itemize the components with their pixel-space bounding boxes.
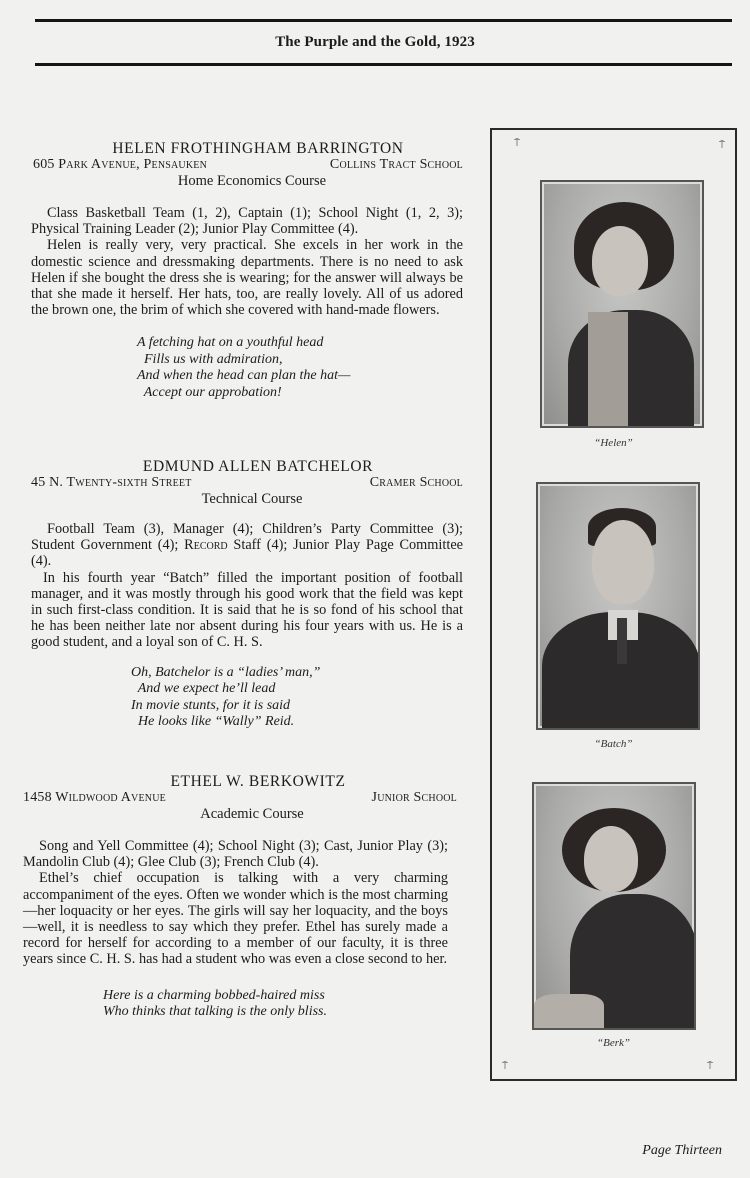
- corner-ornament-icon: ⍑: [514, 138, 520, 149]
- portrait-tie: [617, 618, 627, 664]
- student-entry-barrington: [31, 140, 463, 401]
- poem-line: In movie stunts, for it is said: [131, 697, 291, 713]
- student-bio: In his fourth year “Batch” filled the important position of football manager, and it was mostly through his good work that the field was kept in such first-class condition. It is said that he is so fond of his school that he has been neither late nor absent during his four years with us. He is a good student, and a loyal son of C. H. S.: [31, 569, 463, 651]
- poem-line: Fills us with admiration,: [137, 351, 283, 367]
- student-poem: [137, 335, 463, 401]
- student-poem: [131, 665, 463, 731]
- poem-line: He looks like “Wally” Reid.: [131, 714, 295, 730]
- student-course: Technical Course: [201, 491, 303, 507]
- student-activities: [31, 521, 463, 570]
- activities-text: Staff (4); Junior Play Page Committee (4).: [31, 537, 464, 570]
- student-school: Junior School: [371, 790, 457, 805]
- header-rule-top: [35, 19, 732, 22]
- address-row: [23, 790, 463, 806]
- student-activities: Class Basketball Team (1, 2), Captain (1); School Night (1, 2, 3); Physical Training Leader (2); Junior Play Committee (4).: [31, 205, 463, 238]
- student-address: 45 N. Twenty-sixth Street: [31, 475, 192, 490]
- student-course: Academic Course: [200, 806, 304, 822]
- photo-caption: “Berk”: [597, 1037, 630, 1049]
- portrait-photo-helen: [540, 180, 704, 428]
- poem-line: Accept our approbation!: [137, 384, 282, 400]
- student-bio: Helen is really very, very practical. She excels in her work in the domestic science and dressmaking departments. There is no need to ask Helen if she bought the dress she is wearing; for the answer will always be that she made it herself. Her hats, too, are really lovely. All of us adored the brown one, the brim of which she covered with hand-made flowers.: [31, 237, 463, 319]
- poem-line: And when the head can plan the hat—: [137, 368, 351, 384]
- address-row: [31, 475, 463, 491]
- portrait-photo-batch: [536, 482, 700, 730]
- student-poem: [103, 988, 463, 1021]
- corner-ornament-icon: ⍑: [502, 1061, 508, 1072]
- student-address: 605 Park Avenue, Pensauken: [33, 157, 207, 172]
- student-name: HELEN FROTHINGHAM BARRINGTON: [112, 140, 404, 157]
- poem-line: Here is a charming bobbed-haired miss: [103, 987, 325, 1003]
- address-row: [31, 157, 463, 173]
- corner-ornament-icon: ⍑: [719, 140, 725, 151]
- poem-line: And we expect he’ll lead: [131, 681, 276, 697]
- student-bio: Ethel’s chief occupation is talking with a very charming accompaniment of the eyes. Often we wonder which is the most charming—her loquacity or her eyes. The girls will say her loquacity, and the boys—well, it is needless to say which they prefer. Ethel has surely made a record for herself for according to a member of our faculty, it is three years since C. H. S. has had a student who was even a close second to her.: [23, 870, 448, 968]
- page-header-title: The Purple and the Gold, 1923: [275, 34, 475, 50]
- record-publication-name: Record: [184, 537, 228, 554]
- student-name: ETHEL W. BERKOWITZ: [170, 773, 346, 790]
- corner-ornament-icon: ⍑: [707, 1061, 713, 1072]
- student-entry-batchelor: [31, 458, 463, 731]
- portrait-face: [592, 226, 648, 296]
- photo-panel: [490, 128, 737, 1081]
- activities-text: Football Team (3), Manager (4); Children’s Party Committee (3); Student Government (4);: [31, 521, 463, 554]
- student-entry-berkowitz: [23, 773, 463, 1021]
- portrait-collar: [588, 312, 628, 428]
- portrait-arm: [534, 994, 604, 1030]
- portrait-face: [592, 520, 654, 604]
- student-course: Home Economics Course: [177, 173, 327, 189]
- portrait-photo-berk: [532, 782, 696, 1030]
- student-school: Cramer School: [369, 475, 463, 490]
- poem-line: Who thinks that talking is the only bliss.: [103, 1004, 327, 1020]
- photo-caption: “Batch”: [594, 738, 633, 750]
- page-number: Page Thirteen: [642, 1143, 722, 1158]
- poem-line: A fetching hat on a youthful head: [137, 335, 324, 351]
- student-name: EDMUND ALLEN BATCHELOR: [142, 458, 374, 475]
- student-school: Collins Tract School: [329, 157, 463, 172]
- header-rule-bottom: [35, 63, 732, 66]
- portrait-body: [568, 310, 694, 428]
- student-address: 1458 Wildwood Avenue: [23, 790, 166, 805]
- poem-line: Oh, Batchelor is a “ladies’ man,”: [131, 664, 321, 680]
- student-activities: Song and Yell Committee (4); School Night (3); Cast, Junior Play (3); Mandolin Club (4); Glee Club (3); French Club (4).: [23, 838, 448, 871]
- photo-caption: “Helen”: [594, 437, 633, 449]
- portrait-face: [584, 826, 638, 892]
